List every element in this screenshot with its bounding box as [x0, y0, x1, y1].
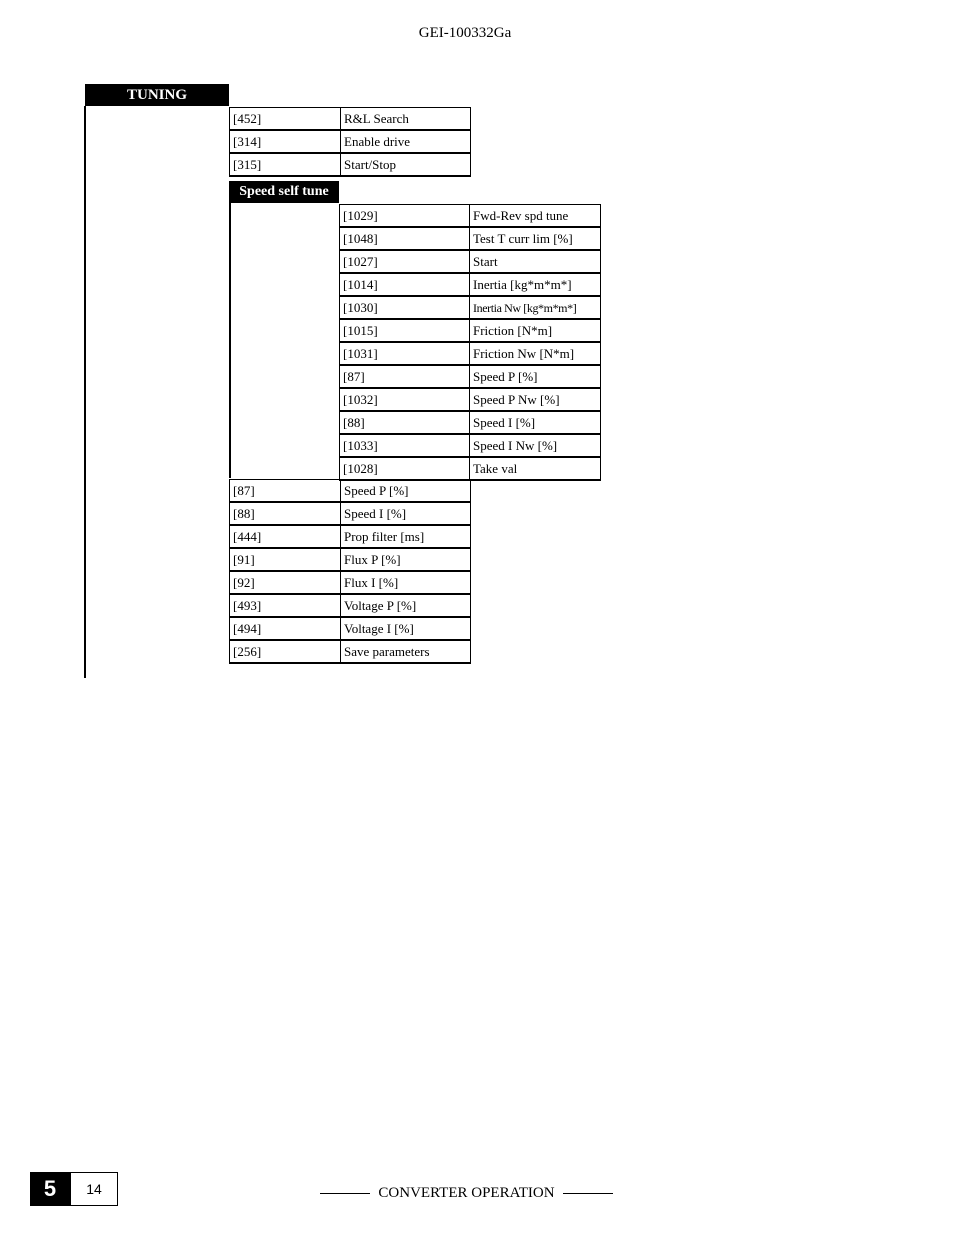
param-code: [92]	[230, 571, 341, 594]
chapter-number: 5	[30, 1172, 70, 1206]
param-label: Take val	[470, 457, 601, 480]
table-row	[230, 548, 471, 571]
param-label: Prop filter [ms]	[341, 525, 471, 548]
footer-rule-right	[563, 1193, 613, 1194]
param-label: R&L Search	[341, 108, 471, 131]
table-row	[230, 153, 471, 176]
table-row	[340, 227, 601, 250]
param-label: Flux I [%]	[341, 571, 471, 594]
param-code: [1029]	[340, 205, 470, 228]
param-label: Start	[470, 250, 601, 273]
param-code: [452]	[230, 108, 341, 131]
param-code: [87]	[340, 365, 470, 388]
param-code: [493]	[230, 594, 341, 617]
param-code: [1027]	[340, 250, 470, 273]
table-row	[340, 388, 601, 411]
table-row	[340, 457, 601, 480]
table-row	[230, 571, 471, 594]
table-row	[340, 205, 601, 228]
section-title-tuning: TUNING	[85, 84, 229, 106]
document-code: GEI-100332Ga	[418, 25, 512, 41]
param-label: Fwd-Rev spd tune	[470, 205, 601, 228]
table-row	[340, 273, 601, 296]
table-row	[340, 250, 601, 273]
param-code: [1048]	[340, 227, 470, 250]
subsection-title-speed-self-tune: Speed self tune	[229, 181, 339, 203]
param-label: Save parameters	[341, 640, 471, 663]
param-code: [88]	[340, 411, 470, 434]
param-code: [1033]	[340, 434, 470, 457]
table-row	[230, 525, 471, 548]
param-code: [1014]	[340, 273, 470, 296]
subsection-vertical-rule	[229, 203, 231, 478]
tuning-params-table-top	[229, 107, 471, 177]
table-row	[230, 480, 471, 503]
section-vertical-rule	[84, 106, 86, 678]
param-label: Enable drive	[341, 130, 471, 153]
param-code: [314]	[230, 130, 341, 153]
param-label: Inertia [kg*m*m*]	[470, 273, 601, 296]
tuning-params-table-bottom	[229, 479, 471, 664]
param-code: [315]	[230, 153, 341, 176]
page-number: 14	[70, 1172, 118, 1206]
param-label: Speed I [%]	[470, 411, 601, 434]
table-row	[230, 502, 471, 525]
table-row	[340, 319, 601, 342]
param-label: Speed I Nw [%]	[470, 434, 601, 457]
param-code: [1028]	[340, 457, 470, 480]
param-label: Start/Stop	[341, 153, 471, 176]
param-code: [88]	[230, 502, 341, 525]
table-row	[230, 594, 471, 617]
footer-rule-left	[320, 1193, 370, 1194]
param-label: Friction Nw [N*m]	[470, 342, 601, 365]
param-code: [1032]	[340, 388, 470, 411]
param-code: [1015]	[340, 319, 470, 342]
param-code: [87]	[230, 480, 341, 503]
param-code: [1030]	[340, 296, 470, 319]
param-label: Speed I [%]	[341, 502, 471, 525]
param-label: Speed P [%]	[470, 365, 601, 388]
param-label: Voltage I [%]	[341, 617, 471, 640]
table-row	[230, 617, 471, 640]
speed-self-tune-table	[339, 204, 601, 481]
table-row	[340, 411, 601, 434]
param-label: Speed P Nw [%]	[470, 388, 601, 411]
param-label: Test T curr lim [%]	[470, 227, 601, 250]
table-row	[340, 342, 601, 365]
footer-title	[320, 1183, 613, 1203]
param-label: Inertia Nw [kg*m*m*]	[470, 296, 601, 319]
param-code: [256]	[230, 640, 341, 663]
table-row	[230, 130, 471, 153]
param-label: Friction [N*m]	[470, 319, 601, 342]
param-label: Speed P [%]	[341, 480, 471, 503]
param-label: Flux P [%]	[341, 548, 471, 571]
param-code: [91]	[230, 548, 341, 571]
param-code: [494]	[230, 617, 341, 640]
param-code: [444]	[230, 525, 341, 548]
table-row	[230, 640, 471, 663]
table-row	[340, 365, 601, 388]
param-code: [1031]	[340, 342, 470, 365]
table-row	[340, 296, 601, 319]
table-row	[340, 434, 601, 457]
footer-title-text: CONVERTER OPERATION	[378, 1184, 555, 1201]
param-label: Voltage P [%]	[341, 594, 471, 617]
table-row	[230, 108, 471, 131]
